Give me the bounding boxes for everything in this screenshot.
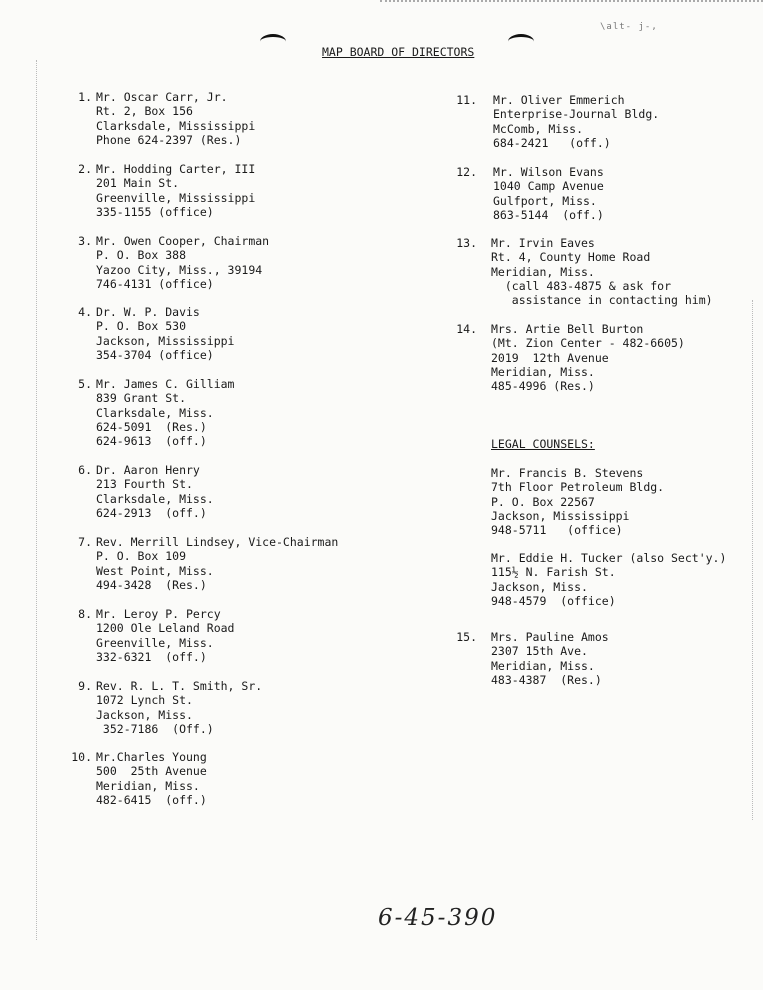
entry-line: 2307 15th Ave. (491, 644, 588, 659)
entry-line: Clarksdale, Mississippi (96, 118, 256, 133)
entry-line: 354-3704 (office) (96, 347, 214, 362)
entry-line: P. O. Box 22567 (491, 494, 595, 509)
entry-number: 6. (78, 463, 92, 477)
entry-line: Enterprise-Journal Bldg. (493, 107, 660, 122)
page-title: MAP BOARD OF DIRECTORS (322, 45, 475, 59)
entry-line: 332-6321 (off.) (96, 649, 207, 664)
entry-number: 14. (456, 322, 477, 336)
entry-line: Meridian, Miss. (491, 264, 595, 279)
entry-number: 11. (456, 93, 477, 107)
entry-line: Greenville, Miss. (96, 635, 214, 650)
entry-line: 1040 Camp Avenue (493, 179, 604, 194)
entry-line: Mr. Oscar Carr, Jr. (96, 90, 228, 104)
entry-line: Dr. W. P. Davis (96, 305, 200, 319)
entry-number: 8. (78, 607, 92, 621)
entry-line: Mr.Charles Young (96, 750, 207, 764)
entry-line: 948-4579 (office) (491, 593, 616, 608)
scan-right-edge (752, 300, 753, 820)
entry-line: Rev. R. L. T. Smith, Sr. (96, 679, 263, 693)
entry-line: Meridian, Miss. (491, 364, 595, 379)
entry-line: Clarksdale, Miss. (96, 491, 214, 506)
entry-line: Mr. Owen Cooper, Chairman (96, 234, 270, 248)
entry-line: 2019 12th Avenue (491, 350, 609, 365)
entry-line: 624-2913 (off.) (96, 505, 207, 520)
entry-line: 1200 Ole Leland Road (96, 621, 235, 636)
entry-number: 2. (78, 162, 92, 176)
scan-left-edge (36, 60, 37, 940)
entry-line: (call 483-4875 & ask for (491, 278, 672, 293)
entry-line: Mrs. Artie Bell Burton (491, 322, 644, 336)
entry-number: 4. (78, 305, 92, 319)
entry-line: Mrs. Pauline Amos (491, 630, 609, 644)
entry-line: Meridian, Miss. (96, 778, 200, 793)
entry-line: P. O. Box 530 (96, 319, 187, 334)
entry-line: 863-5144 (off.) (493, 207, 604, 222)
entry-line: Rev. Merrill Lindsey, Vice-Chairman (96, 535, 339, 549)
entry-line: Jackson, Miss. (491, 579, 588, 594)
entry-line: 746-4131 (office) (96, 276, 214, 291)
entry-line: Greenville, Mississippi (96, 190, 256, 205)
entry-line: Meridian, Miss. (491, 658, 595, 673)
entry-line: Mr. Hodding Carter, III (96, 162, 256, 176)
entry-line: Mr. Eddie H. Tucker (also Sect'y.) (491, 551, 727, 565)
entry-number: 7. (78, 535, 92, 549)
entry-line: 352-7186 (Off.) (96, 721, 214, 736)
entry-line: P. O. Box 109 (96, 549, 187, 564)
entry-line: Yazoo City, Miss., 39194 (96, 262, 263, 277)
handwritten-file-number: 6-45-390 (378, 905, 498, 931)
entry-line: Rt. 2, Box 156 (96, 104, 193, 119)
entry-line: Jackson, Mississippi (491, 508, 630, 523)
entry-line: 213 Fourth St. (96, 477, 193, 492)
entry-line: Gulfport, Miss. (493, 193, 597, 208)
entry-line: 500 25th Avenue (96, 764, 207, 779)
legal-counsel-entry (491, 466, 664, 537)
scan-edge-marks (380, 0, 763, 2)
entry-line: 948-5711 (office) (491, 523, 623, 538)
entry-line: Rt. 4, County Home Road (491, 250, 651, 265)
punch-mark-left (260, 34, 286, 49)
entry-line: 115½ N. Farish St. (491, 565, 616, 580)
entry-number: 13. (456, 236, 477, 250)
entry-number: 5. (78, 377, 92, 391)
entry-line: 624-9613 (off.) (96, 434, 207, 449)
legal-counsel-entry (491, 551, 726, 608)
entry-number: 3. (78, 234, 92, 248)
entry-line: 624-5091 (Res.) (96, 419, 207, 434)
legal-counsels-heading: LEGAL COUNSELS: (491, 437, 595, 451)
entry-line: Jackson, Mississippi (96, 333, 235, 348)
entry-number: 10. (71, 750, 92, 764)
entry-line: Phone 624-2397 (Res.) (96, 132, 242, 147)
entry-line: 485-4996 (Res.) (491, 379, 595, 394)
entry-line: Clarksdale, Miss. (96, 405, 214, 420)
entry-number: 9. (78, 679, 92, 693)
entry-line: 483-4387 (Res.) (491, 672, 602, 687)
entry-line: Mr. James C. Gilliam (96, 377, 235, 391)
entry-line: (Mt. Zion Center - 482-6605) (491, 336, 685, 351)
entry-number: 1. (78, 90, 92, 104)
entry-number: 15. (456, 630, 477, 644)
entry-line: 839 Grant St. (96, 391, 187, 406)
entry-line: 684-2421 (off.) (493, 135, 611, 150)
entry-line: Mr. Leroy P. Percy (96, 607, 221, 621)
entry-line: Mr. Francis B. Stevens (491, 466, 644, 480)
entry-line: P. O. Box 388 (96, 248, 187, 263)
corner-mark: \alt- j-, (600, 22, 658, 32)
entry-line: assistance in contacting him) (491, 293, 713, 308)
entry-line: Mr. Irvin Eaves (491, 236, 595, 250)
entry-line: 201 Main St. (96, 176, 180, 191)
entry-line: Mr. Oliver Emmerich (493, 93, 625, 107)
entry-line: Mr. Wilson Evans (493, 165, 604, 179)
entry-line: 494-3428 (Res.) (96, 577, 207, 592)
entry-line: 1072 Lynch St. (96, 693, 193, 708)
entry-line: West Point, Miss. (96, 563, 214, 578)
entry-line: 335-1155 (office) (96, 204, 214, 219)
entry-line: 7th Floor Petroleum Bldg. (491, 480, 665, 495)
entry-line: Dr. Aaron Henry (96, 463, 200, 477)
punch-mark-right (508, 34, 534, 49)
entry-line: McComb, Miss. (493, 121, 584, 136)
entry-line: Jackson, Miss. (96, 707, 193, 722)
entry-number: 12. (456, 165, 477, 179)
entry-line: 482-6415 (off.) (96, 792, 207, 807)
